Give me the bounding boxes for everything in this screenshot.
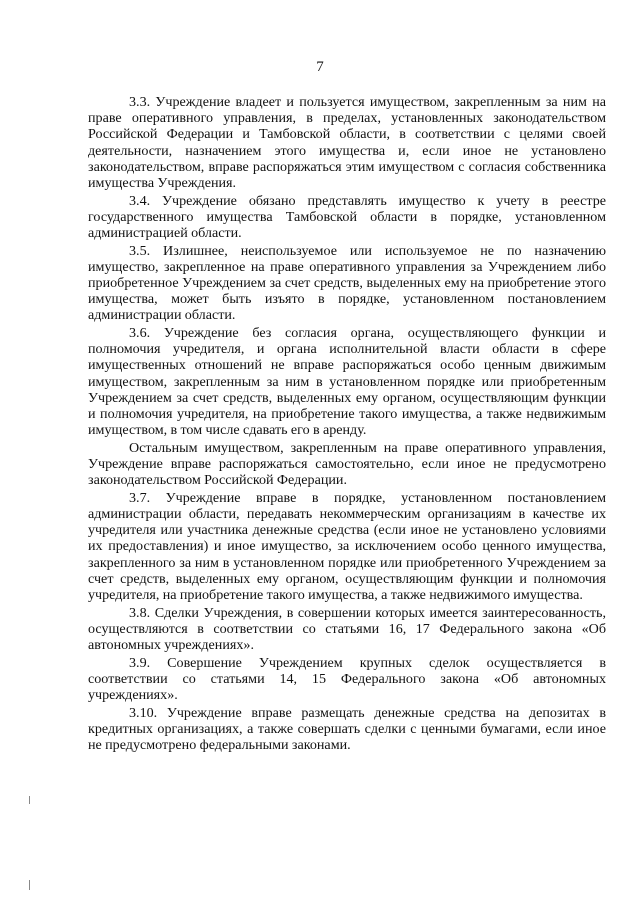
document-body	[88, 94, 606, 755]
paragraph-3-9: 3.9. Совершение Учреждением крупных сделок осуществляется в соответствии со статьями 14, 15 Федерального закона «Об автономных учреждениях».	[88, 654, 606, 704]
paragraph-3-8: 3.8. Сделки Учреждения, в совершении которых имеется заинтересованность, осуществляются в соответствии со статьями 16, 17 Федерального закона «Об автономных учреждениях».	[88, 604, 606, 654]
paragraph-3-6-continued: Остальным имуществом, закрепленным на праве оперативного управления, Учреждение вправе распоряжаться самостоятельно, если иное не предусмотрено законодательством Российской Федерации.	[88, 439, 606, 489]
paragraph-3-3: 3.3. Учреждение владеет и пользуется имуществом, закрепленным за ним на праве оперативного управления, в пределах, установленных законодательством Российской Федерации и Тамбовской области, в соответствии с целями своей деятельности, назначением этого имущества и, если иное не установлено законодательством, вправе распоряжаться этим имуществом с согласия собственника имущества Учреждения.	[88, 94, 606, 192]
scan-margin-mark-top	[29, 796, 30, 804]
paragraph-3-7: 3.7. Учреждение вправе в порядке, установленном постановлением администрации области, передавать некоммерческим организациям в качестве их учредителя или участника денежные средства (если иное не установлено условиями их предоставления) и иное имущество, за исключением особо ценного имущества, закрепленного за ним в установленном порядке или приобретенного Учреждением за счет средств, выделенных ему органом, осуществляющим функции и полномочия учредителя, на приобретение такого имущества, а также недвижимого имущества.	[88, 489, 606, 604]
page-number: 7	[316, 59, 324, 75]
scan-margin-mark-bottom	[29, 880, 30, 890]
paragraph-3-6: 3.6. Учреждение без согласия органа, осуществляющего функции и полномочия учредителя, и органа исполнительной власти области в сфере имущественных отношений не вправе распоряжаться особо ценным движимым имуществом, закрепленным за ним в установленном порядке или приобретенным Учреждением за счет средств, выделенных ему органом, осуществляющим функции и полномочия учредителя, на приобретение такого имущества, а также недвижимым имуществом, в том числе сдавать его в аренду.	[88, 325, 606, 439]
paragraph-3-5: 3.5. Излишнее, неиспользуемое или используемое не по назначению имущество, закрепленное на праве оперативного управления за Учреждением либо приобретенное Учреждением за счет средств, выделенных ему на приобретение этого имущества, может быть изъято в порядке, установленном постановлением администрации области.	[88, 242, 606, 324]
paragraph-3-4: 3.4. Учреждение обязано представлять имущество к учету в реестре государственного имущества Тамбовской области в порядке, установленном администрацией области.	[88, 192, 606, 242]
paragraph-3-10: 3.10. Учреждение вправе размещать денежные средства на депозитах в кредитных организациях, а также совершать сделки с ценными бумагами, если иное не предусмотрено федеральными законами.	[88, 704, 606, 754]
